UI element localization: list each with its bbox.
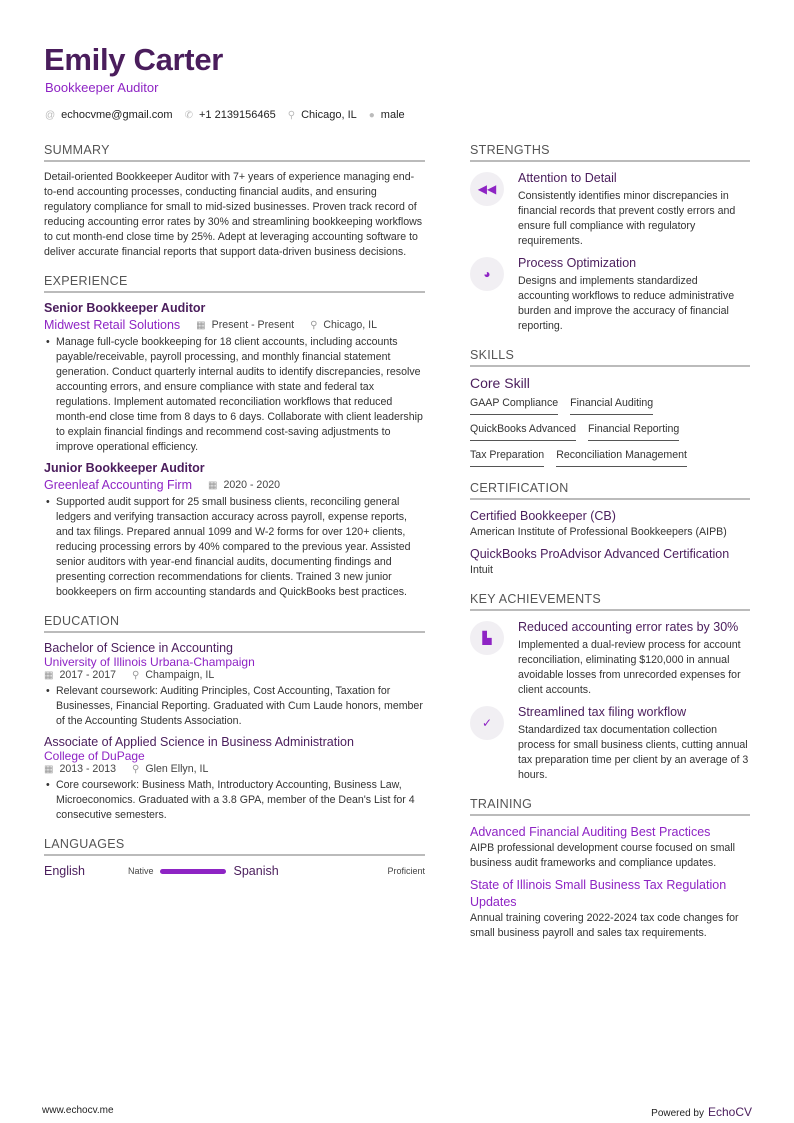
achievement-text: Standardized tax documentation collection process for small business clients, cutting annual tax preparation time per client by an average of 3 hours. bbox=[518, 724, 749, 781]
training-section bbox=[470, 797, 750, 941]
achievement-title: Streamlined tax filing workflow bbox=[518, 705, 687, 719]
strengths-section bbox=[470, 143, 750, 334]
school: University of Illinois Urbana-Champaign bbox=[44, 655, 255, 669]
location-icon: ⚲ bbox=[132, 669, 140, 681]
achievement-title: Reduced accounting error rates by 30% bbox=[518, 620, 739, 634]
education-section bbox=[44, 614, 425, 823]
company: Midwest Retail Solutions bbox=[44, 318, 181, 332]
skill-tag: GAAP Compliance bbox=[470, 397, 558, 415]
strength-title: Process Optimization bbox=[518, 256, 637, 270]
brand-logo[interactable]: EchoCV bbox=[707, 1105, 752, 1119]
skill-tag: QuickBooks Advanced bbox=[470, 423, 576, 441]
education-description: • Relevant coursework: Auditing Principles, Cost Accounting, Taxation for Businesses, Financial Reporting. Graduated with Cum Laude honors, member of the Accounting Students Association. bbox=[44, 684, 425, 729]
language-name: Spanish bbox=[233, 864, 279, 878]
language-level: Native bbox=[128, 866, 154, 876]
education-item bbox=[44, 735, 425, 823]
phone-icon: ✆ bbox=[184, 109, 193, 121]
training-text: Annual training covering 2022-2024 tax code changes for small business payroll and sales tax requirements. bbox=[470, 912, 739, 939]
calendar-icon: ▦ bbox=[44, 763, 54, 775]
section-title: SUMMARY bbox=[44, 143, 425, 162]
calendar-icon: ▦ bbox=[196, 319, 206, 331]
job-title: Junior Bookkeeper Auditor bbox=[44, 461, 205, 475]
location-icon: ⚲ bbox=[287, 109, 296, 121]
training-name: Advanced Financial Auditing Best Practices bbox=[470, 825, 711, 839]
experience-item bbox=[44, 461, 425, 600]
backward-icon: ◀◀ bbox=[470, 172, 504, 206]
degree: Bachelor of Science in Accounting bbox=[44, 641, 234, 655]
dates: 2017 - 2017 bbox=[59, 669, 117, 681]
cert-name: QuickBooks ProAdvisor Advanced Certification bbox=[470, 547, 730, 561]
section-title: EDUCATION bbox=[44, 614, 425, 633]
job-description: • Manage full-cycle bookkeeping for 18 client accounts, including accounts payable/receivable, payroll processing, and monthly financial statement generation. Conduct quarterly internal audits to identify discrepancies, resolve accounting errors, and ensure compliance with state and federal tax regulations. Implement automated reconciliation workflows that reduced month-end close time from 8 days to 6 days. Collaborate with client leadership to explain financial findings and recommend cost-saving adjustments to improve operational efficiency. bbox=[44, 335, 425, 455]
strength-text: Consistently identifies minor discrepancies in financial records that prevent costly errors and ensure full compliance with regulatory requirements. bbox=[518, 190, 736, 247]
section-title: EXPERIENCE bbox=[44, 274, 425, 293]
school: College of DuPage bbox=[44, 749, 145, 763]
left-column bbox=[44, 143, 425, 892]
location-icon: ⚲ bbox=[310, 319, 318, 331]
training-name: State of Illinois Small Business Tax Regulation Updates bbox=[470, 878, 727, 909]
summary-section bbox=[44, 143, 425, 260]
pie-chart-icon: ◕ bbox=[470, 257, 504, 291]
cert-issuer: Intuit bbox=[470, 564, 493, 576]
language-level-bar bbox=[160, 869, 226, 874]
cert-issuer: American Institute of Professional Bookkeepers (AIPB) bbox=[470, 526, 727, 538]
strength-text: Designs and implements standardized accounting workflows to reduce administrative burden and improve the accuracy of financial reporting. bbox=[518, 275, 735, 332]
strength-item bbox=[470, 170, 750, 249]
calendar-icon: ▦ bbox=[208, 479, 218, 491]
education-item bbox=[44, 641, 425, 729]
achievement-item bbox=[470, 704, 750, 783]
job-title: Senior Bookkeeper Auditor bbox=[44, 301, 206, 315]
education-description: • Core coursework: Business Math, Introductory Accounting, Business Law, Microeconomics. Graduated with a 3.8 GPA, member of the Dean's List for 4 consecutive semesters. bbox=[44, 778, 425, 823]
footer-website[interactable]: www.echocv.me bbox=[42, 1105, 114, 1116]
training-text: AIPB professional development course focused on small business audit frameworks and compliance updates. bbox=[470, 842, 735, 869]
job-location: Chicago, IL bbox=[323, 319, 377, 331]
achievements-section bbox=[470, 592, 750, 783]
dates: 2020 - 2020 bbox=[223, 479, 281, 491]
achievement-item bbox=[470, 619, 750, 698]
strength-item bbox=[470, 255, 750, 334]
candidate-title: Bookkeeper Auditor bbox=[45, 80, 159, 95]
section-title: CERTIFICATION bbox=[470, 481, 750, 500]
dates: 2013 - 2013 bbox=[59, 763, 117, 775]
cert-name: Certified Bookkeeper (CB) bbox=[470, 509, 616, 523]
skill-tag: Financial Reporting bbox=[588, 423, 679, 441]
summary-text: Detail-oriented Bookkeeper Auditor with 7+ years of experience managing end-to-end accounting processes, conducting financial audits, and ensuring regulatory compliance for small to mid-sized businesses. Proven track record of reducing accounting error rates by 30% and streamlining bookkeeping workflows to cut month-end close time by 25%. Adept at leveraging accounting software to deliver accurate financial reports that support data-driven business decisions. bbox=[44, 171, 423, 258]
calendar-icon: ▦ bbox=[44, 669, 54, 681]
at-icon: @ bbox=[45, 109, 56, 121]
job-description: • Supported audit support for 25 small business clients, reconciling general ledgers and verifying transaction accuracy across payroll, expense reports, and tax filings. Prepared annual 1099 and W-2 forms for over 120+ clients, reducing processing errors by 40% compared to the previous year. Assisted senior auditors with year-end financial audits, documenting findings and presenting correction recommendations for clients. Trained 3 new junior bookkeepers on firm accounting standards and QuickBooks best practices. bbox=[44, 495, 425, 600]
school-location: Champaign, IL bbox=[145, 669, 215, 681]
languages-section bbox=[44, 837, 425, 878]
file-search-icon: ▙ bbox=[470, 621, 504, 655]
gender: male bbox=[380, 109, 405, 121]
section-title: SKILLS bbox=[470, 348, 750, 367]
right-column bbox=[470, 143, 750, 955]
strength-title: Attention to Detail bbox=[518, 171, 617, 185]
footer-powered bbox=[651, 1105, 752, 1119]
skill-group-title: Core Skill bbox=[470, 375, 530, 391]
email[interactable]: echocvme@gmail.com bbox=[61, 109, 173, 121]
school-location: Glen Ellyn, IL bbox=[145, 763, 209, 775]
language-row bbox=[44, 864, 425, 878]
skill-tag: Tax Preparation bbox=[470, 449, 544, 467]
skills-section bbox=[470, 348, 750, 467]
degree: Associate of Applied Science in Business Administration bbox=[44, 735, 354, 749]
section-title: STRENGTHS bbox=[470, 143, 750, 162]
skill-tag: Financial Auditing bbox=[570, 397, 653, 415]
skill-tag: Reconciliation Management bbox=[556, 449, 687, 467]
person-icon: ● bbox=[368, 109, 375, 121]
section-title: TRAINING bbox=[470, 797, 750, 816]
experience-item bbox=[44, 301, 425, 455]
location: Chicago, IL bbox=[301, 109, 357, 121]
section-title: KEY ACHIEVEMENTS bbox=[470, 592, 750, 611]
language-name: English bbox=[44, 864, 85, 878]
certification-section bbox=[470, 481, 750, 578]
check-icon: ✓ bbox=[470, 706, 504, 740]
phone[interactable]: +1 2139156465 bbox=[198, 109, 276, 121]
powered-label: Powered by bbox=[651, 1108, 704, 1119]
candidate-name: Emily Carter bbox=[44, 42, 224, 77]
language-level: Proficient bbox=[387, 866, 425, 876]
contact-bar bbox=[45, 109, 405, 121]
company: Greenleaf Accounting Firm bbox=[44, 478, 192, 492]
experience-section bbox=[44, 274, 425, 600]
section-title: LANGUAGES bbox=[44, 837, 425, 856]
location-icon: ⚲ bbox=[132, 763, 140, 775]
dates: Present - Present bbox=[211, 319, 295, 331]
achievement-text: Implemented a dual-review process for account reconciliation, eliminating $120,000 in annual avoidable losses from unrecorded expenses for client accounts. bbox=[518, 639, 741, 696]
